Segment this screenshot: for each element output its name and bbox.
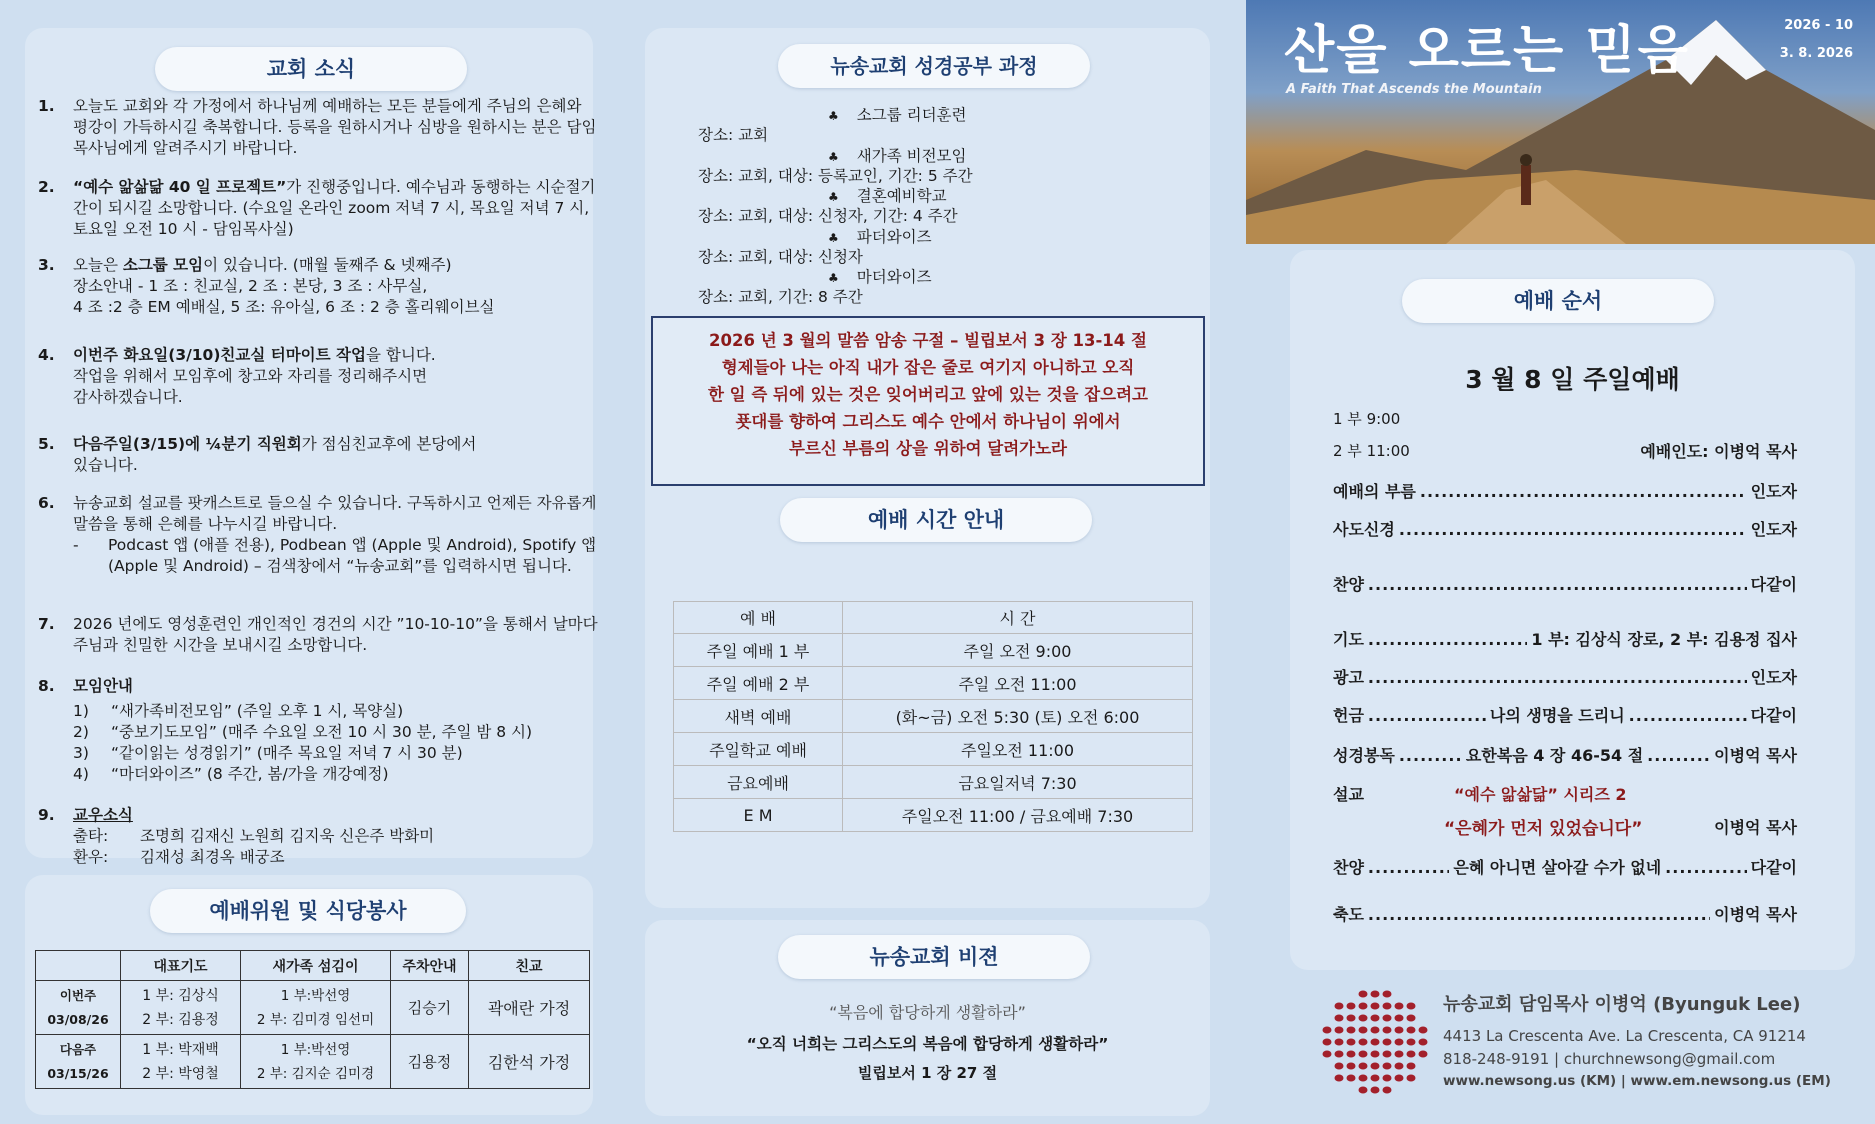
news-item	[38, 614, 598, 656]
order-title: 예배 순서	[1402, 279, 1714, 323]
service-time: 주일오전 11:00 / 금요예배 7:30	[843, 799, 1193, 832]
table-row	[674, 700, 1193, 733]
logo-dot	[1395, 1039, 1404, 1046]
program-detail: 은혜 아니면 살아갈 수가 없네	[1453, 858, 1662, 877]
logo-dot	[1395, 1051, 1404, 1058]
news-item-line: 감사하겠습니다.	[73, 388, 183, 406]
news-item-text: 을 합니다.	[365, 346, 436, 364]
leader-dots	[1368, 668, 1747, 687]
logo-dot	[1335, 1015, 1344, 1022]
week-label: 다음주	[59, 1041, 97, 1057]
cover-title: 산을 오르는 믿음	[1284, 20, 1690, 81]
list-item-text: “같이읽는 성경읽기” (매주 목요일 저녁 7 시 30 분)	[111, 744, 463, 762]
service-time: 주일오전 11:00	[843, 733, 1193, 766]
service-time: (화~금) 오전 5:30 (토) 오전 6:00	[843, 700, 1193, 733]
list-item	[73, 743, 598, 764]
service-name: 주일 예배 2 부	[674, 667, 843, 700]
servants-header-newcomer: 새가족 섬김이	[241, 951, 391, 981]
leader-dots	[1368, 630, 1527, 649]
issue-date: 3. 8. 2026	[1779, 46, 1853, 61]
schedule-header-service: 예 배	[674, 602, 843, 634]
program-item: 찬양	[1333, 858, 1364, 877]
news-item	[38, 345, 598, 408]
program-row	[1333, 517, 1797, 540]
service-time-1: 1 부 9:00	[1333, 410, 1401, 428]
logo-dot	[1383, 1039, 1392, 1046]
logo-dot	[1359, 1003, 1368, 1010]
sermon-title: “은혜가 먼저 있었습니다”	[1444, 819, 1643, 839]
logo-dot	[1407, 1027, 1416, 1034]
logo-dot	[1335, 1003, 1344, 1010]
program-item: 사도신경	[1333, 520, 1395, 539]
prayer-1: 1 부: 박재백	[142, 1041, 219, 1058]
program-row	[1333, 743, 1797, 766]
logo-dot	[1359, 1015, 1368, 1022]
course-detail: 장소: 교회, 대상: 신청자	[698, 247, 863, 266]
program-leader: 인도자	[1750, 520, 1797, 539]
newcomer-1: 1 부:박선영	[280, 1041, 351, 1058]
church-website: www.newsong.us (KM) | www.em.newsong.us (EM)	[1443, 1073, 1831, 1089]
program-item: 축도	[1333, 905, 1364, 924]
news-item-highlight: 교우소식	[73, 806, 133, 824]
club-icon: ♣	[828, 190, 839, 204]
news-item	[38, 255, 598, 318]
course-title: 파더와이즈	[856, 227, 932, 246]
logo-dot	[1335, 1027, 1344, 1034]
table-row	[674, 634, 1193, 667]
logo-dot	[1383, 1087, 1392, 1094]
news-item-number: 6.	[38, 494, 55, 512]
course-title: 결혼예비학교	[856, 187, 947, 205]
member-news-label: 환우:	[73, 848, 109, 866]
logo-dot	[1371, 1039, 1380, 1046]
news-item	[38, 493, 598, 577]
logo-dot	[1335, 1075, 1344, 1082]
program-item: 기도	[1333, 630, 1364, 649]
club-icon: ♣	[828, 271, 839, 285]
program-row	[1333, 572, 1797, 595]
course-detail: 장소: 교회, 대상: 등록교인, 기간: 5 주간	[698, 166, 973, 185]
member-news-label: 출타:	[73, 827, 109, 845]
logo-dot	[1395, 1027, 1404, 1034]
logo-dot	[1323, 1051, 1332, 1058]
verse-line: 형제들아 나는 아직 내가 잡은 줄로 여기지 아니하고 오직	[721, 358, 1135, 377]
logo-dot	[1383, 991, 1392, 998]
news-item-text: 2026 년에도 영성훈련인 개인적인 경건의 시간 ”10-10-10”을 통해서 날마다 주님과 친밀한 시간을 보내시길 소망합니다.	[73, 615, 598, 654]
logo-dot	[1347, 1075, 1356, 1082]
service-heading: 3 월 8 일 주일예배	[1465, 365, 1680, 394]
news-item-highlight: 소그룹 모임	[122, 256, 204, 274]
news-item-number: 7.	[38, 615, 55, 633]
logo-dot	[1371, 1027, 1380, 1034]
logo-dot	[1383, 1015, 1392, 1022]
verse-line: 푯대를 향하여 그리스도 예수 안에서 하나님이 위에서	[735, 412, 1121, 431]
logo-dot	[1371, 1075, 1380, 1082]
logo-dot	[1407, 1063, 1416, 1070]
table-row	[36, 981, 590, 1035]
news-item	[38, 805, 598, 868]
program-leader: 다같이	[1750, 858, 1797, 877]
news-item-highlight: “예수 앎삶닮 40 일 프로젝트”	[73, 178, 287, 196]
servants-table	[35, 950, 590, 1089]
news-title: 교회 소식	[155, 47, 467, 91]
church-address: 4413 La Crescenta Ave. La Crescenta, CA 91214	[1443, 1027, 1806, 1045]
logo-dot	[1347, 1015, 1356, 1022]
news-item	[38, 434, 598, 476]
church-contact: 818-248-9191 | churchnewsong@gmail.com	[1443, 1050, 1776, 1068]
newcomer-2: 2 부: 김미경 임선미	[256, 1011, 375, 1028]
news-item-highlight: 모임안내	[73, 677, 133, 695]
program-row	[1333, 902, 1797, 925]
leader-dots	[1665, 858, 1746, 877]
table-row	[674, 799, 1193, 832]
sermon-series: “예수 앎삶닮” 시리즈 2	[1454, 785, 1627, 804]
servants-header-fellowship: 친교	[469, 951, 590, 981]
program-row	[1333, 479, 1797, 502]
vision-title: 뉴송교회 비젼	[778, 935, 1090, 979]
logo-dot	[1407, 1015, 1416, 1022]
verse-heading: 2026 년 3 월의 말씀 암송 구절 – 빌립보서 3 장 13-14 절	[709, 331, 1147, 350]
logo-dot	[1407, 1051, 1416, 1058]
service-time: 금요일저녁 7:30	[843, 766, 1193, 799]
logo-dot	[1395, 1075, 1404, 1082]
memory-verse-box	[651, 316, 1205, 486]
program-leader: 인도자	[1750, 482, 1797, 501]
list-item	[73, 722, 598, 743]
program-leader: 다같이	[1750, 575, 1797, 594]
service-name: 주일학교 예배	[674, 733, 843, 766]
newcomer-2: 2 부: 김지순 김미경	[256, 1065, 375, 1082]
logo-dot	[1419, 1039, 1428, 1046]
news-item-text: 뉴송교회 설교를 팟캐스트로 들으실 수 있습니다. 구독하시고 언제든 자유롭게 말씀을 통해 은혜를 나누시길 바랍니다.	[73, 494, 597, 533]
program-item: 광고	[1333, 668, 1364, 687]
table-row	[674, 766, 1193, 799]
club-icon: ♣	[828, 149, 839, 164]
logo-dot	[1323, 1027, 1332, 1034]
logo-dot	[1407, 1039, 1416, 1046]
program-leader: 다같이	[1750, 706, 1797, 725]
leader-dots	[1368, 858, 1449, 877]
fellowship: 김한석 가정	[469, 1035, 590, 1089]
news-item-number: 2.	[38, 178, 55, 196]
logo-dot	[1359, 1075, 1368, 1082]
news-item-highlight: 다음주일(3/15)에 ¼분기 직원회	[73, 435, 302, 453]
member-news-names: 조명희 김재신 노원희 김지욱 신은주 박화미	[140, 827, 435, 845]
logo-dot	[1383, 1027, 1392, 1034]
list-item-number: 2)	[73, 723, 89, 741]
news-item-number: 9.	[38, 806, 55, 824]
program-detail: 나의 생명을 드리니	[1489, 706, 1625, 725]
issue-number: 2026 - 10	[1784, 18, 1853, 33]
vision-reference: 빌립보서 1 장 27 절	[857, 1064, 998, 1082]
list-item-text: “중보기도모임” (매주 수요일 오전 10 시 30 분, 주일 밤 8 시)	[111, 723, 533, 741]
logo-dot	[1347, 1051, 1356, 1058]
leader-dots	[1368, 706, 1486, 725]
week-date: 03/15/26	[47, 1065, 109, 1081]
prayer-2: 2 부: 김용정	[142, 1011, 219, 1028]
course-name	[828, 184, 947, 206]
club-icon: ♣	[828, 230, 839, 245]
program-leader: 이병억 목사	[1714, 905, 1797, 924]
course-detail: 장소: 교회, 기간: 8 주간	[698, 288, 863, 306]
course-name	[828, 265, 932, 287]
list-item-number: 4)	[73, 765, 89, 783]
news-item-text: 오늘은	[73, 256, 123, 274]
program-detail: 요한복음 4 장 46-54 절	[1465, 746, 1644, 765]
course-name	[828, 144, 967, 166]
fellowship: 곽애란 가정	[469, 981, 590, 1035]
logo-dot	[1359, 1051, 1368, 1058]
parking: 김승기	[391, 981, 469, 1035]
program-leader: 인도자	[1750, 668, 1797, 687]
logo-dot	[1383, 1051, 1392, 1058]
news-item-line: 있습니다.	[73, 456, 138, 474]
news-item-text: 오늘도 교회와 각 가정에서 하나님께 예배하는 모든 분들에게 주님의 은혜와 평강이 가득하시길 축복합니다. 등록을 원하시거나 심방을 원하시는 분은 담임목사님에게 알려주시기 바랍니다.	[73, 97, 597, 157]
logo-dot	[1323, 1039, 1332, 1046]
worship-leader: 예배인도: 이병억 목사	[1640, 442, 1797, 461]
course-detail: 장소: 교회, 대상: 신청자, 기간: 4 주간	[698, 207, 958, 225]
vision-quote-full: “오직 너희는 그리스도의 복음에 합당하게 생활하라”	[746, 1035, 1109, 1053]
program-item: 성경봉독	[1333, 746, 1395, 765]
list-item	[73, 701, 598, 722]
list-item-text: “마더와이즈” (8 주간, 봄/가을 개강예정)	[111, 765, 389, 783]
parking: 김용정	[391, 1035, 469, 1089]
logo-dot	[1419, 1027, 1428, 1034]
news-item-line: 4 조 :2 층 EM 예배실, 5 조: 유아실, 6 조 : 2 층 홀리웨이브실	[73, 298, 495, 316]
schedule-title: 예배 시간 안내	[780, 498, 1092, 542]
servants-header-prayer: 대표기도	[121, 951, 241, 981]
list-item-text: “새가족비전모임” (주일 오후 1 시, 목양실)	[111, 702, 404, 720]
program-item: 헌금	[1333, 706, 1364, 725]
logo-dot	[1335, 1063, 1344, 1070]
service-time-2: 2 부 11:00	[1333, 442, 1410, 460]
program-detail: 1 부: 김상식 장로, 2 부: 김용정 집사	[1531, 630, 1797, 649]
logo-dot	[1419, 1051, 1428, 1058]
newcomer-1: 1 부:박선영	[280, 987, 351, 1004]
leader-dots	[1629, 706, 1747, 725]
news-item-text: 가 진행중입니다. 예수님과 동행하는 시순절기간이 되시길 소망합니다. (수요일 온라인 zoom 저녁 7 시, 목요일 저녁 7 시, 토요일 오전 10 시 - 담임목사실)	[73, 178, 596, 238]
prayer-2: 2 부: 박영철	[142, 1065, 219, 1082]
logo-dot	[1347, 1027, 1356, 1034]
club-icon: ♣	[828, 109, 839, 123]
schedule-table	[673, 601, 1193, 832]
schedule-header-time: 시 간	[843, 602, 1193, 634]
logo-dot	[1407, 1075, 1416, 1082]
table-row	[674, 733, 1193, 766]
program-row	[1333, 665, 1797, 688]
news-item-highlight: 이번주 화요일(3/10)친교실 터마이트 작업	[73, 346, 366, 364]
logo-dot	[1395, 1003, 1404, 1010]
news-item-line: 장소안내 - 1 조 : 친교실, 2 조 : 본당, 3 조 : 사무실,	[73, 277, 428, 295]
program-item: 찬양	[1333, 575, 1364, 594]
program-row	[1333, 703, 1797, 726]
logo-dot	[1335, 1039, 1344, 1046]
news-item	[38, 96, 598, 159]
logo-dot	[1383, 1075, 1392, 1082]
week-label: 이번주	[59, 987, 97, 1003]
table-row	[674, 667, 1193, 700]
course-name	[828, 103, 967, 125]
logo-dot	[1395, 1015, 1404, 1022]
bible-study-title: 뉴송교회 성경공부 과정	[778, 44, 1090, 88]
leader-dots	[1420, 482, 1747, 501]
news-item-number: 4.	[38, 346, 55, 364]
leader-dots	[1368, 905, 1710, 924]
course-detail: 장소: 교회	[698, 126, 769, 144]
servants-title: 예배위원 및 식당봉사	[150, 889, 466, 933]
news-item	[38, 676, 598, 785]
logo-dot	[1359, 1027, 1368, 1034]
course-name	[828, 225, 932, 247]
member-news-names: 김재성 최경옥 배궁조	[140, 848, 285, 866]
logo-dot	[1395, 1063, 1404, 1070]
news-item-number: 3.	[38, 256, 55, 274]
list-item	[73, 764, 598, 785]
list-item-number: 1)	[73, 702, 89, 720]
logo-dot	[1347, 1003, 1356, 1010]
logo-dot	[1347, 1039, 1356, 1046]
service-time: 주일 오전 9:00	[843, 634, 1193, 667]
sermon-label: 설교	[1333, 785, 1364, 804]
news-item-line: 작업을 위해서 모임후에 창고와 자리를 정리해주시면	[73, 367, 428, 385]
program-item: 예배의 부름	[1333, 482, 1416, 501]
podcast-apps: Podcast 앱 (애플 전용), Podbean 앱 (Apple 및 Android), Spotify 앱 (Apple 및 Android) – 검색창에서 “뉴송교회”를 입력하시면 됩니다.	[108, 536, 597, 575]
cover-subtitle: A Faith That Ascends the Mountain	[1286, 82, 1542, 97]
service-name: 금요예배	[674, 766, 843, 799]
logo-dot	[1383, 1003, 1392, 1010]
logo-dot	[1359, 991, 1368, 998]
verse-line: 부르신 부름의 상을 위하여 달려가노라	[788, 439, 1067, 458]
logo-dot	[1371, 1003, 1380, 1010]
course-title: 소그룹 리더훈련	[856, 106, 967, 124]
news-item-number: 8.	[38, 677, 55, 695]
logo-dot	[1371, 1063, 1380, 1070]
logo-dot	[1335, 1051, 1344, 1058]
week-date: 03/08/26	[47, 1011, 109, 1027]
vision-quote-short: “복음에 합당하게 생활하라”	[829, 1003, 1026, 1022]
program-row	[1333, 627, 1797, 650]
table-row	[36, 1035, 590, 1089]
program-row	[1333, 855, 1797, 878]
logo-dot	[1371, 1051, 1380, 1058]
service-name: E M	[674, 799, 843, 832]
service-name: 새벽 예배	[674, 700, 843, 733]
church-name: 뉴송교회 담임목사 이병억 (Byunguk Lee)	[1443, 994, 1801, 1015]
news-item-text: 이 있습니다. (매월 둘째주 & 넷째주)	[203, 256, 452, 274]
course-title: 마더와이즈	[856, 268, 932, 286]
leader-dots	[1399, 520, 1747, 539]
logo-dot	[1359, 1039, 1368, 1046]
cover-image	[1246, 0, 1875, 244]
servants-header-0	[36, 951, 121, 981]
prayer-1: 1 부: 김상식	[142, 987, 219, 1004]
course-title: 새가족 비전모임	[856, 146, 967, 165]
leader-dots	[1647, 746, 1710, 765]
leader-dots	[1399, 746, 1462, 765]
logo-dot	[1359, 1063, 1368, 1070]
servants-header-parking: 주차안내	[391, 951, 469, 981]
verse-line: 한 일 즉 뒤에 있는 것은 잊어버리고 앞에 있는 것을 잡으려고	[708, 385, 1148, 404]
logo-dot	[1371, 991, 1380, 998]
program-leader: 이병억 목사	[1714, 746, 1798, 765]
bullet-dash: -	[73, 536, 79, 554]
service-name: 주일 예배 1 부	[674, 634, 843, 667]
sermon-preacher: 이병억 목사	[1714, 818, 1797, 837]
logo-dot	[1371, 1015, 1380, 1022]
news-item-text: 가 점심친교후에 본당에서	[301, 435, 477, 453]
news-item-number: 5.	[38, 435, 55, 453]
leader-dots	[1368, 575, 1747, 594]
logo-dot	[1347, 1063, 1356, 1070]
logo-dot	[1359, 1087, 1368, 1094]
logo-dot	[1407, 1003, 1416, 1010]
news-item-number: 1.	[38, 97, 55, 115]
list-item-number: 3)	[73, 744, 89, 762]
church-logo-icon	[1315, 982, 1435, 1102]
service-time: 주일 오전 11:00	[843, 667, 1193, 700]
logo-dot	[1371, 1087, 1380, 1094]
logo-dot	[1383, 1063, 1392, 1070]
news-item	[38, 177, 598, 240]
